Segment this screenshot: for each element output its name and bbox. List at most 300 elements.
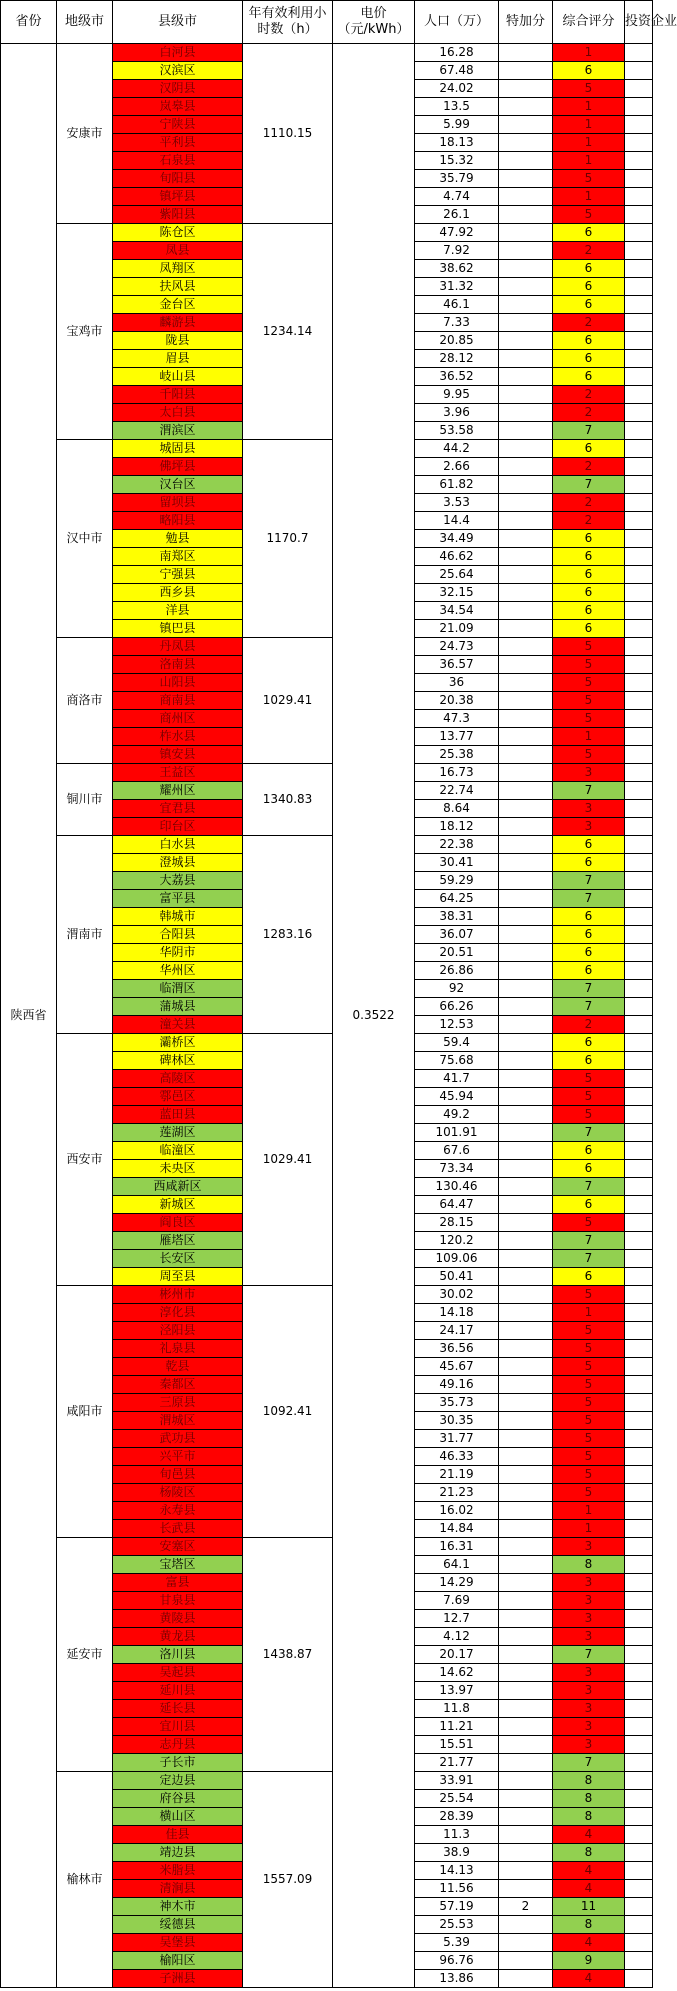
population-cell: 2.66	[415, 458, 499, 476]
population-cell: 34.54	[415, 602, 499, 620]
county-cell: 韩城市	[113, 908, 243, 926]
population-cell: 36.57	[415, 656, 499, 674]
score-cell: 7	[553, 1754, 625, 1772]
county-cell: 旬邑县	[113, 1466, 243, 1484]
investor-cell	[625, 224, 653, 242]
score-cell: 6	[553, 368, 625, 386]
county-cell: 新城区	[113, 1196, 243, 1214]
county-cell: 华阴市	[113, 944, 243, 962]
score-cell: 3	[553, 800, 625, 818]
population-cell: 64.1	[415, 1556, 499, 1574]
investor-cell	[625, 1070, 653, 1088]
investor-cell	[625, 1160, 653, 1178]
investor-cell	[625, 818, 653, 836]
investor-cell	[625, 656, 653, 674]
score-cell: 4	[553, 1826, 625, 1844]
county-cell: 蓝田县	[113, 1106, 243, 1124]
bonus-cell	[499, 584, 553, 602]
bonus-cell	[499, 62, 553, 80]
score-cell: 6	[553, 530, 625, 548]
population-cell: 7.33	[415, 314, 499, 332]
score-cell: 7	[553, 476, 625, 494]
city-cell: 铜川市	[57, 764, 113, 836]
investor-cell	[625, 692, 653, 710]
county-cell: 子洲县	[113, 1970, 243, 1988]
population-cell: 41.7	[415, 1070, 499, 1088]
score-cell: 7	[553, 980, 625, 998]
bonus-cell	[499, 1250, 553, 1268]
bonus-cell	[499, 1124, 553, 1142]
population-cell: 67.48	[415, 62, 499, 80]
population-cell: 16.73	[415, 764, 499, 782]
investor-cell	[625, 1520, 653, 1538]
population-cell: 15.51	[415, 1736, 499, 1754]
score-cell: 6	[553, 566, 625, 584]
population-cell: 46.62	[415, 548, 499, 566]
bonus-cell	[499, 674, 553, 692]
county-cell: 渭城区	[113, 1412, 243, 1430]
score-cell: 1	[553, 134, 625, 152]
score-cell: 6	[553, 854, 625, 872]
bonus-cell	[499, 1340, 553, 1358]
investor-cell	[625, 152, 653, 170]
investor-cell	[625, 1826, 653, 1844]
score-cell: 6	[553, 260, 625, 278]
bonus-cell	[499, 746, 553, 764]
county-cell: 清涧县	[113, 1880, 243, 1898]
county-cell: 吴起县	[113, 1664, 243, 1682]
bonus-cell	[499, 170, 553, 188]
population-cell: 35.73	[415, 1394, 499, 1412]
population-cell: 22.74	[415, 782, 499, 800]
bonus-cell	[499, 1934, 553, 1952]
population-cell: 21.19	[415, 1466, 499, 1484]
score-cell: 1	[553, 728, 625, 746]
score-cell: 2	[553, 386, 625, 404]
population-cell: 38.31	[415, 908, 499, 926]
city-cell: 商洛市	[57, 638, 113, 764]
table-row	[1, 1772, 653, 1790]
investor-cell	[625, 1394, 653, 1412]
county-cell: 凤翔区	[113, 260, 243, 278]
county-cell: 略阳县	[113, 512, 243, 530]
header-hours: 年有效利用小时数（h）	[243, 1, 333, 44]
bonus-cell	[499, 998, 553, 1016]
county-cell: 未央区	[113, 1160, 243, 1178]
score-cell: 1	[553, 98, 625, 116]
bonus-cell	[499, 296, 553, 314]
population-cell: 11.8	[415, 1700, 499, 1718]
score-cell: 6	[553, 1196, 625, 1214]
score-cell: 5	[553, 1376, 625, 1394]
county-cell: 紫阳县	[113, 206, 243, 224]
score-cell: 2	[553, 512, 625, 530]
bonus-cell	[499, 350, 553, 368]
population-cell: 66.26	[415, 998, 499, 1016]
investor-cell	[625, 422, 653, 440]
population-cell: 20.17	[415, 1646, 499, 1664]
investor-cell	[625, 1376, 653, 1394]
bonus-cell	[499, 1358, 553, 1376]
investor-cell	[625, 62, 653, 80]
bonus-cell	[499, 1700, 553, 1718]
investor-cell	[625, 1412, 653, 1430]
population-cell: 14.18	[415, 1304, 499, 1322]
investor-cell	[625, 1556, 653, 1574]
county-cell: 甘泉县	[113, 1592, 243, 1610]
bonus-cell	[499, 116, 553, 134]
score-cell: 5	[553, 692, 625, 710]
county-cell: 黄陵县	[113, 1610, 243, 1628]
population-cell: 28.39	[415, 1808, 499, 1826]
header-population: 人口（万）	[415, 1, 499, 44]
score-cell: 1	[553, 1502, 625, 1520]
score-cell: 5	[553, 1070, 625, 1088]
investor-cell	[625, 1844, 653, 1862]
population-cell: 67.6	[415, 1142, 499, 1160]
population-cell: 75.68	[415, 1052, 499, 1070]
investor-cell	[625, 332, 653, 350]
investor-cell	[625, 188, 653, 206]
table-row	[1, 1034, 653, 1052]
bonus-cell	[499, 530, 553, 548]
bonus-cell	[499, 1268, 553, 1286]
county-cell: 镇安县	[113, 746, 243, 764]
population-cell: 12.7	[415, 1610, 499, 1628]
bonus-cell	[499, 1070, 553, 1088]
investor-cell	[625, 1448, 653, 1466]
score-cell: 5	[553, 638, 625, 656]
investor-cell	[625, 1664, 653, 1682]
bonus-cell	[499, 1412, 553, 1430]
population-cell: 12.53	[415, 1016, 499, 1034]
investor-cell	[625, 602, 653, 620]
table-row	[1, 44, 653, 62]
bonus-cell	[499, 1502, 553, 1520]
investor-cell	[625, 404, 653, 422]
investor-cell	[625, 1232, 653, 1250]
bonus-cell	[499, 1862, 553, 1880]
bonus-cell	[499, 872, 553, 890]
investor-cell	[625, 1286, 653, 1304]
score-cell: 5	[553, 1088, 625, 1106]
investor-cell	[625, 170, 653, 188]
bonus-cell	[499, 494, 553, 512]
bonus-cell	[499, 206, 553, 224]
score-cell: 6	[553, 350, 625, 368]
hours-cell: 1234.14	[243, 224, 333, 440]
county-cell: 子长市	[113, 1754, 243, 1772]
bonus-cell	[499, 548, 553, 566]
investor-cell	[625, 674, 653, 692]
bonus-cell	[499, 1664, 553, 1682]
score-cell: 5	[553, 80, 625, 98]
bonus-cell	[499, 476, 553, 494]
bonus-cell	[499, 692, 553, 710]
county-cell: 宁强县	[113, 566, 243, 584]
score-cell: 1	[553, 152, 625, 170]
bonus-cell	[499, 386, 553, 404]
bonus-cell	[499, 782, 553, 800]
investor-cell	[625, 638, 653, 656]
county-cell: 太白县	[113, 404, 243, 422]
population-cell: 20.38	[415, 692, 499, 710]
score-cell: 6	[553, 1034, 625, 1052]
investor-cell	[625, 1646, 653, 1664]
bonus-cell	[499, 1214, 553, 1232]
population-cell: 31.32	[415, 278, 499, 296]
county-cell: 靖边县	[113, 1844, 243, 1862]
county-cell: 渭滨区	[113, 422, 243, 440]
investor-cell	[625, 1754, 653, 1772]
score-cell: 6	[553, 962, 625, 980]
score-cell: 4	[553, 1970, 625, 1988]
investor-cell	[625, 548, 653, 566]
investor-cell	[625, 386, 653, 404]
county-cell: 礼泉县	[113, 1340, 243, 1358]
investor-cell	[625, 1502, 653, 1520]
population-cell: 92	[415, 980, 499, 998]
population-cell: 45.67	[415, 1358, 499, 1376]
table-row	[1, 764, 653, 782]
investor-cell	[625, 1682, 653, 1700]
bonus-cell	[499, 1682, 553, 1700]
score-cell: 2	[553, 458, 625, 476]
score-cell: 5	[553, 1466, 625, 1484]
county-cell: 阎良区	[113, 1214, 243, 1232]
score-cell: 6	[553, 1142, 625, 1160]
population-cell: 25.53	[415, 1916, 499, 1934]
bonus-cell	[499, 854, 553, 872]
county-cell: 延长县	[113, 1700, 243, 1718]
bonus-cell	[499, 1790, 553, 1808]
investor-cell	[625, 1880, 653, 1898]
county-cell: 汉滨区	[113, 62, 243, 80]
county-cell: 汉台区	[113, 476, 243, 494]
population-cell: 5.99	[415, 116, 499, 134]
score-cell: 5	[553, 1448, 625, 1466]
population-cell: 18.13	[415, 134, 499, 152]
score-cell: 3	[553, 1736, 625, 1754]
population-cell: 4.12	[415, 1628, 499, 1646]
bonus-cell	[499, 224, 553, 242]
county-cell: 扶风县	[113, 278, 243, 296]
population-cell: 14.4	[415, 512, 499, 530]
investor-cell	[625, 800, 653, 818]
investor-cell	[625, 998, 653, 1016]
score-cell: 7	[553, 1178, 625, 1196]
score-cell: 3	[553, 1664, 625, 1682]
score-cell: 5	[553, 674, 625, 692]
investor-cell	[625, 1268, 653, 1286]
investor-cell	[625, 1808, 653, 1826]
score-cell: 3	[553, 1700, 625, 1718]
score-cell: 2	[553, 242, 625, 260]
bonus-cell	[499, 1628, 553, 1646]
county-cell: 泾阳县	[113, 1322, 243, 1340]
score-cell: 5	[553, 1394, 625, 1412]
header-bonus: 特加分	[499, 1, 553, 44]
investor-cell	[625, 1142, 653, 1160]
county-cell: 商州区	[113, 710, 243, 728]
population-cell: 18.12	[415, 818, 499, 836]
city-cell: 汉中市	[57, 440, 113, 638]
score-cell: 5	[553, 1340, 625, 1358]
header-province: 省份	[1, 1, 57, 44]
score-cell: 3	[553, 1718, 625, 1736]
score-cell: 5	[553, 1214, 625, 1232]
population-cell: 16.02	[415, 1502, 499, 1520]
price-cell: 0.3522	[333, 44, 415, 1988]
county-cell: 横山区	[113, 1808, 243, 1826]
score-cell: 8	[553, 1916, 625, 1934]
county-cell: 吴堡县	[113, 1934, 243, 1952]
county-cell: 澄城县	[113, 854, 243, 872]
population-cell: 14.62	[415, 1664, 499, 1682]
bonus-cell	[499, 638, 553, 656]
investor-cell	[625, 296, 653, 314]
bonus-cell	[499, 1844, 553, 1862]
score-cell: 4	[553, 1934, 625, 1952]
bonus-cell	[499, 1880, 553, 1898]
investor-cell	[625, 494, 653, 512]
population-cell: 20.85	[415, 332, 499, 350]
investor-cell	[625, 1772, 653, 1790]
score-cell: 6	[553, 548, 625, 566]
county-cell: 佳县	[113, 1826, 243, 1844]
header-county: 县级市	[113, 1, 243, 44]
bonus-cell	[499, 818, 553, 836]
investor-cell	[625, 1340, 653, 1358]
population-cell: 21.09	[415, 620, 499, 638]
investor-cell	[625, 1970, 653, 1988]
investor-cell	[625, 1790, 653, 1808]
score-cell: 6	[553, 836, 625, 854]
population-cell: 11.21	[415, 1718, 499, 1736]
county-cell: 兴平市	[113, 1448, 243, 1466]
investor-cell	[625, 908, 653, 926]
table-row	[1, 836, 653, 854]
score-cell: 5	[553, 206, 625, 224]
investor-cell	[625, 1718, 653, 1736]
hours-cell: 1092.41	[243, 1286, 333, 1538]
county-cell: 永寿县	[113, 1502, 243, 1520]
bonus-cell	[499, 1520, 553, 1538]
score-cell: 5	[553, 1484, 625, 1502]
population-cell: 3.53	[415, 494, 499, 512]
population-cell: 28.12	[415, 350, 499, 368]
header-row	[1, 1, 653, 44]
county-cell: 黄龙县	[113, 1628, 243, 1646]
county-cell: 宝塔区	[113, 1556, 243, 1574]
bonus-cell	[499, 440, 553, 458]
bonus-cell	[499, 1160, 553, 1178]
county-cell: 麟游县	[113, 314, 243, 332]
county-cell: 山阳县	[113, 674, 243, 692]
investor-cell	[625, 854, 653, 872]
score-cell: 3	[553, 818, 625, 836]
investor-cell	[625, 1952, 653, 1970]
score-cell: 3	[553, 1610, 625, 1628]
county-cell: 耀州区	[113, 782, 243, 800]
bonus-cell	[499, 1034, 553, 1052]
bonus-cell	[499, 404, 553, 422]
bonus-cell	[499, 1538, 553, 1556]
population-cell: 64.25	[415, 890, 499, 908]
population-cell: 24.73	[415, 638, 499, 656]
population-cell: 33.91	[415, 1772, 499, 1790]
score-cell: 1	[553, 116, 625, 134]
hours-cell: 1438.87	[243, 1538, 333, 1772]
investor-cell	[625, 1484, 653, 1502]
bonus-cell	[499, 152, 553, 170]
score-cell: 7	[553, 1646, 625, 1664]
bonus-cell	[499, 764, 553, 782]
population-cell: 21.77	[415, 1754, 499, 1772]
investor-cell	[625, 1124, 653, 1142]
county-cell: 勉县	[113, 530, 243, 548]
investor-cell	[625, 782, 653, 800]
population-cell: 61.82	[415, 476, 499, 494]
bonus-cell	[499, 836, 553, 854]
investor-cell	[625, 764, 653, 782]
investor-cell	[625, 944, 653, 962]
score-cell: 6	[553, 944, 625, 962]
score-cell: 6	[553, 1052, 625, 1070]
bonus-cell	[499, 656, 553, 674]
score-cell: 6	[553, 278, 625, 296]
county-cell: 灞桥区	[113, 1034, 243, 1052]
county-cell: 千阳县	[113, 386, 243, 404]
investor-cell	[625, 134, 653, 152]
score-cell: 6	[553, 1268, 625, 1286]
county-cell: 商南县	[113, 692, 243, 710]
county-cell: 榆阳区	[113, 1952, 243, 1970]
county-cell: 彬州市	[113, 1286, 243, 1304]
bonus-cell	[499, 926, 553, 944]
population-cell: 13.77	[415, 728, 499, 746]
city-cell: 宝鸡市	[57, 224, 113, 440]
bonus-cell	[499, 1718, 553, 1736]
header-score: 综合评分	[553, 1, 625, 44]
bonus-cell	[499, 98, 553, 116]
bonus-cell	[499, 44, 553, 62]
population-cell: 26.86	[415, 962, 499, 980]
investor-cell	[625, 1466, 653, 1484]
county-cell: 镇坪县	[113, 188, 243, 206]
score-cell: 1	[553, 188, 625, 206]
table-body	[1, 44, 653, 1988]
county-cell: 杨陵区	[113, 1484, 243, 1502]
county-cell: 石泉县	[113, 152, 243, 170]
score-cell: 6	[553, 332, 625, 350]
city-cell: 安康市	[57, 44, 113, 224]
county-cell: 定边县	[113, 1772, 243, 1790]
investor-cell	[625, 728, 653, 746]
score-cell: 1	[553, 1304, 625, 1322]
county-cell: 岚皋县	[113, 98, 243, 116]
bonus-cell	[499, 1196, 553, 1214]
table-row	[1, 440, 653, 458]
investor-cell	[625, 116, 653, 134]
city-cell: 西安市	[57, 1034, 113, 1286]
county-cell: 柞水县	[113, 728, 243, 746]
investor-cell	[625, 872, 653, 890]
bonus-cell	[499, 1772, 553, 1790]
bonus-cell	[499, 422, 553, 440]
population-cell: 35.79	[415, 170, 499, 188]
bonus-cell	[499, 1646, 553, 1664]
